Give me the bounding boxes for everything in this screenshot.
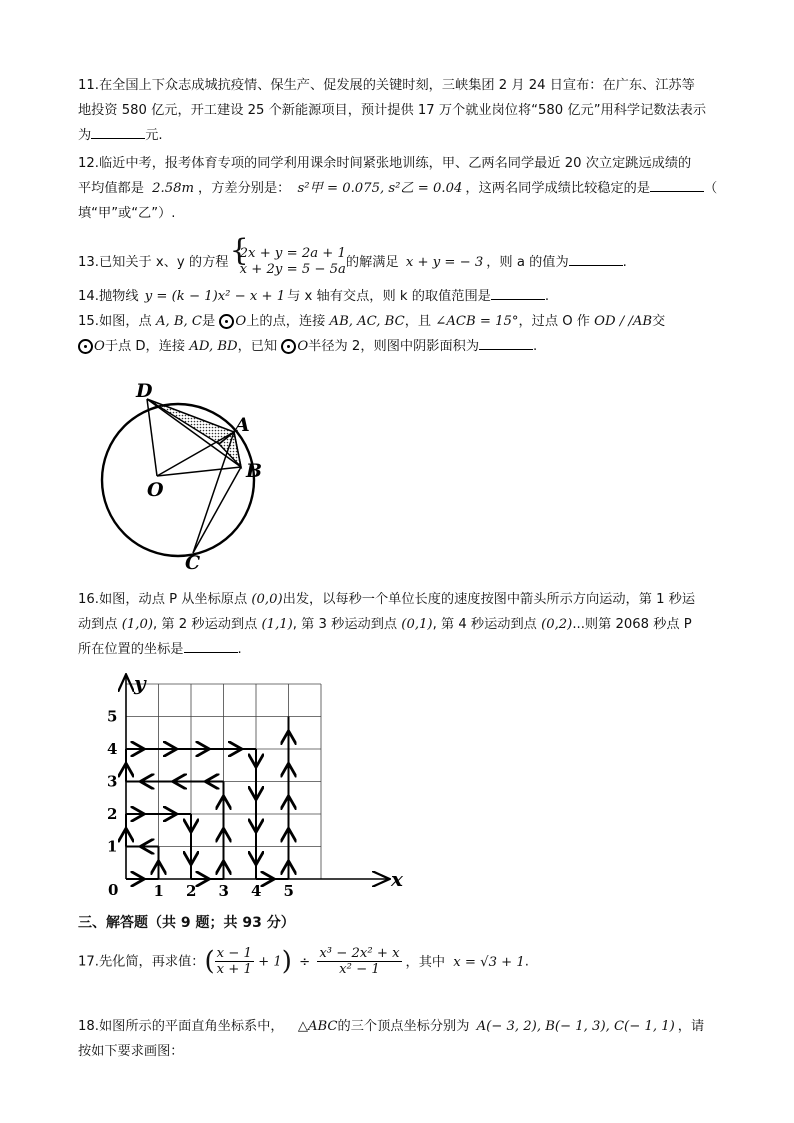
y-tick-label: 3 xyxy=(107,772,118,791)
q16-point-4: (0,2) xyxy=(541,617,573,632)
q16-text-h: 所在位置的坐标是 xyxy=(78,642,184,657)
circle-name: O xyxy=(297,339,309,354)
q15-text-7: 于点 D，连接 xyxy=(104,339,186,354)
segment-ac xyxy=(193,432,234,553)
q18-line2: 按如下要求画图： xyxy=(78,1044,184,1059)
q15-text-5: ，过点 O 作 xyxy=(518,314,590,329)
label-o: O xyxy=(147,479,164,501)
equation-1: { 2x + y = 2a + 1 xyxy=(239,246,346,261)
answer-blank[interactable] xyxy=(184,638,238,653)
q16-text-d: , 第 2 秒运动到点 xyxy=(153,617,258,632)
circle-symbol-icon xyxy=(78,339,93,354)
origin-label: 0 xyxy=(108,881,119,899)
q14-prefix: 14.抛物线 xyxy=(78,289,139,304)
q16-line3 xyxy=(78,637,728,662)
answer-blank[interactable] xyxy=(479,335,533,350)
q15-text-3: 上的点，连接 xyxy=(246,314,326,329)
q14-post: 与 x 轴有交点，则 k 的取值范围是 xyxy=(287,289,491,304)
y-tick-label: 1 xyxy=(107,837,118,856)
q15-line1 xyxy=(78,309,728,334)
label-b: B xyxy=(246,460,263,482)
x-tick-label: 1 xyxy=(153,882,164,900)
q18-text-c: ，请 xyxy=(677,1019,705,1034)
q15-text-2: 是 xyxy=(202,314,216,329)
label-d: D xyxy=(136,380,153,402)
q17-end: . xyxy=(524,954,529,970)
coordinate-path-figure xyxy=(88,668,418,900)
q14-end: . xyxy=(544,289,550,304)
x-tick-label: 4 xyxy=(251,882,262,900)
x-tick-label: 5 xyxy=(283,882,294,900)
question-18 xyxy=(78,1014,728,1064)
q15-points: A, B, C xyxy=(155,314,203,329)
q11-suffix: 元. xyxy=(145,128,163,143)
answer-blank[interactable] xyxy=(650,177,704,192)
fraction-1-denominator: x + 1 xyxy=(216,962,252,977)
q12-mean: 2.58m xyxy=(152,181,195,196)
q15-end: . xyxy=(533,339,538,354)
q16-text-e: , 第 3 秒运动到点 xyxy=(292,617,398,632)
circle-name: O xyxy=(235,314,247,329)
question-16 xyxy=(78,587,728,662)
q11-line1: 11.在全国上下众志成城抗疫情、保生产、促发展的关键时刻，三峡集团 2 月 24 日宣布：在广东、江苏等 xyxy=(78,78,695,93)
q15-angle: ∠ACB = 15° xyxy=(435,314,519,329)
answer-blank[interactable] xyxy=(569,251,623,266)
answer-blank[interactable] xyxy=(91,124,145,139)
tick-labels xyxy=(107,708,294,901)
q16-point-1: (1,0) xyxy=(121,617,154,632)
fraction-1-numerator: x − 1 xyxy=(216,946,252,961)
q16-point-2: (1,1) xyxy=(261,617,293,632)
q13-mid: 的解满足 xyxy=(345,255,399,270)
q16-text-c: 动到点 xyxy=(78,617,118,632)
equation-system xyxy=(233,246,346,278)
q12-text-b: ，方差分别是： xyxy=(198,181,291,196)
q13-prefix: 13.已知关于 x、y 的方程 xyxy=(78,255,229,270)
circle-figure xyxy=(100,372,280,572)
circle-symbol-icon xyxy=(219,314,234,329)
q11-prefix: 为 xyxy=(78,128,92,143)
y-tick-label: 5 xyxy=(107,707,118,726)
q18-text-a: 18.如图所示的平面直角坐标系中， xyxy=(78,1019,284,1034)
motion-path xyxy=(126,717,289,880)
fraction-2 xyxy=(317,946,401,977)
question-11 xyxy=(78,73,718,148)
q16-text-f: , 第 4 秒运动到点 xyxy=(432,617,537,632)
question-13 xyxy=(78,246,718,278)
q15-text-4: ，且 xyxy=(404,314,432,329)
q18-line1 xyxy=(78,1014,728,1039)
q12-text-d: （ xyxy=(704,181,718,196)
y-tick-label: 2 xyxy=(107,805,118,823)
q13-condition: x + y = − 3 xyxy=(405,255,484,270)
q12-variance: s²甲 = 0.075, s²乙 = 0.04 xyxy=(297,181,463,196)
q17-prefix: 17.先化简，再求值： xyxy=(78,954,205,970)
y-tick-label: 4 xyxy=(107,740,118,758)
q13-end: . xyxy=(622,255,627,270)
parabola-expression: y = (k − 1)x² − x + 1 xyxy=(144,289,286,304)
q15-segments: AB, AC, BC xyxy=(329,314,405,329)
q16-text-b: 出发，以每秒一个单位长度的速度按图中箭头所示方向运动，第 1 秒运 xyxy=(282,592,696,607)
q16-text-a: 16.如图，动点 P 从坐标原点 xyxy=(78,592,248,607)
fraction-1 xyxy=(215,946,254,977)
q18-text-b: 的三个顶点坐标分别为 xyxy=(337,1019,470,1034)
q15-text-1: 15.如图，点 xyxy=(78,314,152,329)
question-17 xyxy=(78,946,738,978)
x-value: x = √3 + 1 xyxy=(453,954,525,970)
question-14 xyxy=(78,284,718,309)
q12-line3: 填“甲”或“乙”）. xyxy=(78,206,176,221)
q15-text-9: 半径为 2，则图中阴影面积为 xyxy=(308,339,480,354)
circle-o xyxy=(102,404,254,556)
q15-parallel: OD / /AB xyxy=(594,314,653,329)
q15-segments-2: AD, BD xyxy=(189,339,238,354)
x-axis-label: x xyxy=(391,867,403,891)
fraction-2-denominator: x² − 1 xyxy=(339,962,380,977)
fraction-2-numerator: x³ − 2x² + x xyxy=(319,946,400,961)
circle-name: O xyxy=(94,339,105,354)
divide-sign: ÷ xyxy=(299,954,311,970)
q13-post: ，则 a 的值为 xyxy=(486,255,569,270)
q12-text-c: ，这两名同学成绩比较稳定的是 xyxy=(465,181,651,196)
section-title: 三、解答题（共 9 题；共 93 分） xyxy=(78,915,295,931)
q11-line2: 地投资 580 亿元，开工建设 25 个新能源项目，预计提供 17 万个就业岗位将“580 亿元”用科学记数法表示 xyxy=(78,103,707,118)
q11-line3 xyxy=(78,123,718,148)
y-axis-label: y xyxy=(134,671,146,695)
q18-triangle: △ABC xyxy=(297,1019,338,1034)
q15-text-6: 交 xyxy=(652,314,666,329)
x-tick-label: 2 xyxy=(186,882,197,900)
label-c: C xyxy=(185,552,201,572)
answer-blank[interactable] xyxy=(491,285,545,300)
q18-coordinates: A(− 3, 2), B(− 1, 3), C(− 1, 1) xyxy=(476,1019,675,1034)
right-paren: ) xyxy=(281,946,292,977)
segment-do xyxy=(147,399,157,476)
question-15 xyxy=(78,309,728,359)
q15-line2 xyxy=(78,334,728,359)
q16-text-i: . xyxy=(237,642,242,657)
left-paren: ( xyxy=(204,946,215,977)
label-a: A xyxy=(235,414,250,436)
q12-line2 xyxy=(78,176,718,201)
q15-text-8: ，已知 xyxy=(237,339,278,354)
q16-point-3: (0,1) xyxy=(401,617,433,632)
equation-2: x + 2y = 5 − 5a xyxy=(239,262,346,277)
q16-line1 xyxy=(78,587,728,612)
circle-symbol-icon xyxy=(281,339,296,354)
q12-text-a: 平均值都是 xyxy=(78,181,144,196)
q16-origin: (0,0) xyxy=(251,592,283,607)
q17-mid: ，其中 xyxy=(405,954,446,970)
plus-one: + 1 xyxy=(258,954,282,970)
x-tick-label: 3 xyxy=(218,882,229,900)
question-12 xyxy=(78,151,718,226)
q16-line2 xyxy=(78,612,728,637)
q12-line1: 12.临近中考，报考体育专项的同学利用课余时间紧张地训练，甲、乙两名同学最近 20 次立定跳远成绩的 xyxy=(78,156,692,171)
q16-text-g: ...则第 2068 秒点 P xyxy=(572,617,692,632)
